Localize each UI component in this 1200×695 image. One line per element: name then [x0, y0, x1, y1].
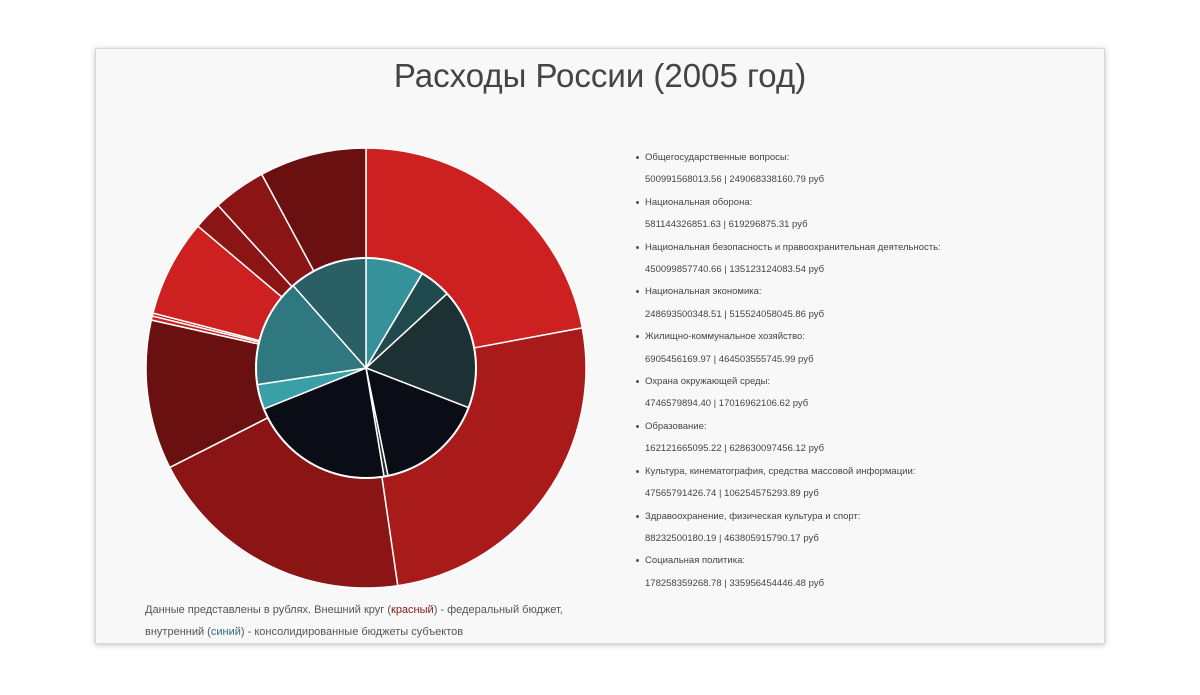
note-text-4: ) - консолидированные бюджеты субъектов	[240, 626, 464, 638]
note-text-3: внутренний (	[145, 626, 211, 638]
legend-item	[636, 192, 1096, 237]
legend-item	[636, 147, 1096, 192]
legend-item	[636, 506, 1096, 551]
chart-title: Расходы России (2005 год)	[393, 57, 807, 94]
legend-label: Здравоохранение, физическая культура и спорт:	[645, 510, 861, 522]
legend-label: Охрана окружающей среды:	[645, 376, 771, 388]
note-blue-word: синий	[210, 626, 241, 638]
legend-value: 162121665095.22 | 628630097456.12 руб	[645, 443, 825, 455]
legend-item	[636, 326, 1096, 371]
legend-value: 500991568013.56 | 249068338160.79 руб	[645, 174, 825, 186]
note-red-word: красный	[391, 604, 434, 616]
inner-ring-regional	[256, 258, 476, 478]
legend-value: 47565791426.74 | 106254575293.89 руб	[645, 488, 819, 500]
legend-label: Общегосударственные вопросы:	[645, 152, 790, 163]
legend-value: 4746579894.40 | 17016962106.62 руб	[645, 398, 809, 410]
legend-item	[636, 416, 1096, 461]
legend	[636, 147, 1096, 595]
legend-value: 581144326851.63 | 619296875.31 руб	[645, 219, 808, 231]
legend-item	[636, 371, 1096, 416]
legend-label: Образование:	[645, 420, 707, 432]
legend-value: 248693500348.51 | 515524058045.86 руб	[645, 308, 825, 320]
legend-item	[636, 461, 1096, 506]
legend-label: Национальная безопасность и правоохранительная деятельность:	[645, 241, 941, 253]
legend-label: Национальная оборона:	[645, 196, 753, 208]
legend-value: 88232500180.19 | 463805915790.17 руб	[645, 532, 819, 544]
legend-value: 178258359268.78 | 335956454446.48 руб	[645, 577, 825, 589]
legend-value: 6905456169.97 | 464503555745.99 руб	[645, 353, 814, 365]
legend-label: Социальная политика:	[645, 555, 745, 567]
legend-value: 450099857740.66 | 135123124083.54 руб	[645, 264, 825, 276]
note-text-1: Данные представлены в рублях. Внешний круг (	[145, 604, 391, 616]
note-text-2: ) - федеральный бюджет,	[433, 604, 563, 616]
legend-item	[636, 550, 1096, 595]
chart-card	[95, 48, 1105, 644]
legend-label: Жилищно-коммунальное хозяйство:	[645, 331, 805, 343]
legend-label: Национальная экономика:	[645, 286, 762, 298]
legend-item	[636, 237, 1096, 282]
legend-item	[636, 281, 1096, 326]
legend-label: Культура, кинематография, средства массовой информации:	[645, 465, 916, 477]
chart-note	[145, 599, 625, 643]
